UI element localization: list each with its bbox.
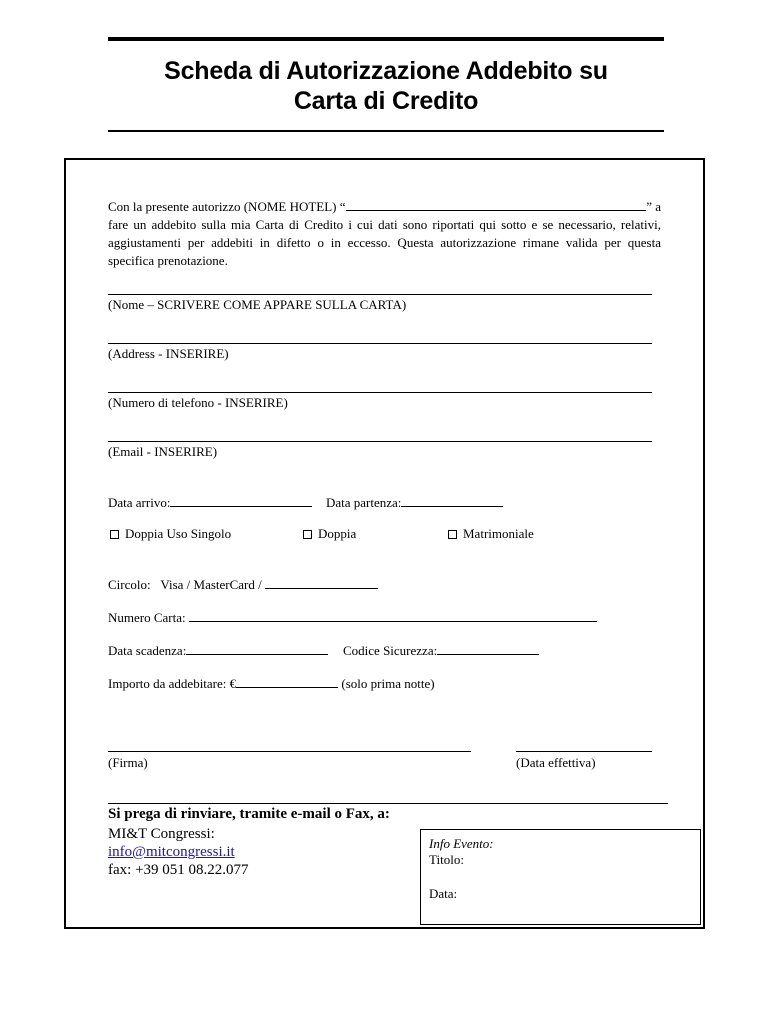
phone-label: (Numero di telefono - INSERIRE) bbox=[108, 395, 288, 410]
org-name: MI&T Congressi: bbox=[108, 826, 215, 842]
arrival-label: Data arrivo: bbox=[108, 495, 171, 510]
title-rule bbox=[108, 130, 664, 132]
security-label: Codice Sicurezza: bbox=[343, 643, 438, 658]
circuit-field[interactable] bbox=[265, 575, 378, 589]
card-number-field[interactable] bbox=[189, 608, 597, 622]
departure-row bbox=[326, 493, 503, 511]
contact-email-link[interactable]: info@mitcongressi.it bbox=[108, 844, 235, 860]
card-number-row bbox=[108, 608, 597, 626]
security-row bbox=[343, 641, 539, 659]
signature-line[interactable] bbox=[108, 751, 471, 752]
intro-paragraph bbox=[108, 198, 661, 270]
address-input-line[interactable] bbox=[108, 343, 652, 344]
intro-before-blank: Con la presente autorizzo (NOME HOTEL) “ bbox=[108, 199, 346, 214]
effective-date-line[interactable] bbox=[516, 751, 652, 752]
circuit-options: Visa / MasterCard / bbox=[160, 577, 262, 592]
page-title bbox=[108, 56, 664, 116]
bottom-rule bbox=[108, 803, 668, 804]
hotel-name-field[interactable] bbox=[346, 198, 647, 211]
email-input-line[interactable] bbox=[108, 441, 652, 442]
checkbox-single[interactable] bbox=[110, 530, 119, 539]
option-double-label: Doppia bbox=[318, 526, 357, 541]
intro-after-blank: ” a bbox=[646, 199, 661, 214]
send-instructions: Si prega di rinviare, tramite e-mail o Fax, a: bbox=[108, 806, 390, 822]
effective-date-label: (Data effettiva) bbox=[516, 755, 596, 770]
contact-email-row bbox=[108, 843, 235, 861]
event-date-label: Data: bbox=[429, 886, 458, 901]
phone-input-line[interactable] bbox=[108, 392, 652, 393]
option-double[interactable] bbox=[303, 526, 356, 542]
contact-fax: fax: +39 051 08.22.077 bbox=[108, 862, 249, 878]
card-number-label: Numero Carta: bbox=[108, 610, 186, 625]
event-title-label: Titolo: bbox=[429, 852, 464, 867]
amount-row bbox=[108, 674, 435, 692]
amount-field[interactable] bbox=[236, 674, 338, 688]
checkbox-double[interactable] bbox=[303, 530, 312, 539]
title-line-2: Carta di Credito bbox=[293, 87, 479, 115]
circuit-row bbox=[108, 575, 378, 593]
top-rule bbox=[108, 37, 664, 41]
expiry-row bbox=[108, 641, 328, 659]
intro-first-line bbox=[108, 198, 661, 216]
title-line-1: Scheda di Autorizzazione Addebito su bbox=[164, 57, 608, 85]
expiry-field[interactable] bbox=[186, 641, 328, 655]
circuit-label: Circolo: bbox=[108, 577, 151, 592]
signature-label: (Firma) bbox=[108, 755, 148, 770]
option-matrimonial-label: Matrimoniale bbox=[463, 526, 534, 541]
address-label: (Address - INSERIRE) bbox=[108, 346, 229, 361]
name-label: (Nome – SCRIVERE COME APPARE SULLA CARTA) bbox=[108, 297, 407, 312]
option-single[interactable] bbox=[110, 526, 231, 542]
name-input-line[interactable] bbox=[108, 294, 652, 295]
amount-label: Importo da addebitare: € bbox=[108, 676, 237, 691]
arrival-row bbox=[108, 493, 312, 511]
arrival-field[interactable] bbox=[170, 493, 312, 507]
email-label: (Email - INSERIRE) bbox=[108, 444, 218, 459]
option-matrimonial[interactable] bbox=[448, 526, 534, 542]
departure-label: Data partenza: bbox=[326, 495, 402, 510]
amount-note: (solo prima notte) bbox=[341, 676, 435, 691]
expiry-label: Data scadenza: bbox=[108, 643, 187, 658]
intro-rest: fare un addebito sulla mia Carta di Credito i cui dati sono riportati qui sotto e se necessario, relativi, aggiustamenti per addebiti in difetto o in eccesso. Questa autorizzazione rimane valida per questa specifica prenotazione. bbox=[108, 217, 661, 268]
checkbox-matrimonial[interactable] bbox=[448, 530, 457, 539]
security-field[interactable] bbox=[437, 641, 539, 655]
event-info-heading: Info Evento: bbox=[429, 836, 494, 851]
departure-field[interactable] bbox=[401, 493, 503, 507]
option-single-label: Doppia Uso Singolo bbox=[125, 526, 232, 541]
